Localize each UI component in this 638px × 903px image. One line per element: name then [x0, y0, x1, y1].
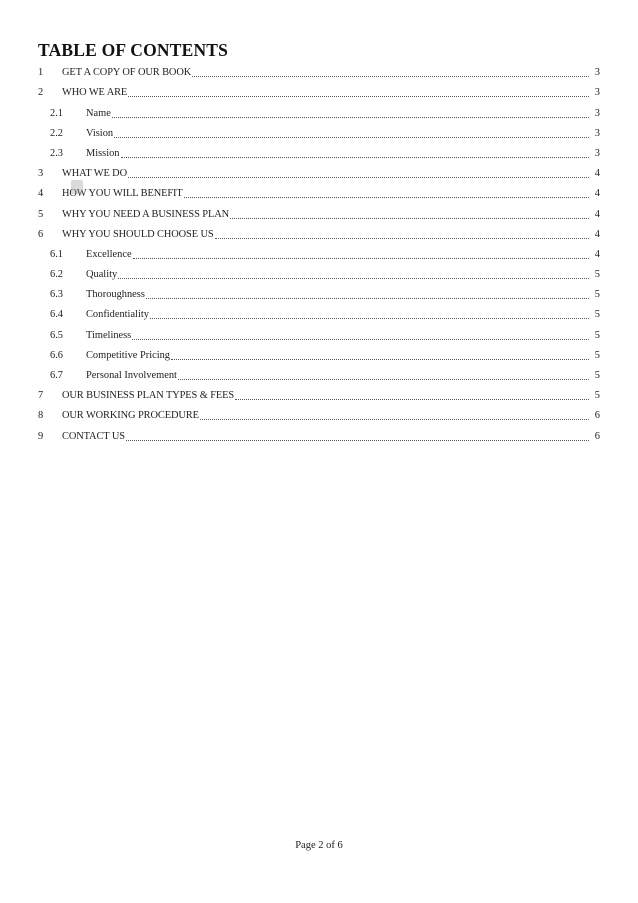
toc-dot-leader [150, 317, 589, 319]
toc-entry-link[interactable] [62, 390, 590, 402]
toc-entry-link[interactable] [86, 108, 590, 120]
toc-entry-label: GET A COPY OF OUR BOOK [62, 67, 192, 79]
toc-entry-link[interactable] [86, 249, 590, 261]
toc-entry[interactable] [38, 303, 600, 323]
toc-entry-number: 2.1 [50, 107, 63, 119]
toc-dot-leader [128, 176, 589, 178]
toc-entry[interactable] [38, 81, 600, 101]
toc-entry[interactable] [38, 61, 600, 81]
toc-entry-page-number: 3 [594, 87, 600, 99]
toc-dot-leader [132, 338, 589, 340]
toc-entry-number: 2.2 [50, 127, 63, 139]
toc-entry-link[interactable] [62, 209, 590, 221]
toc-entry-page-number: 5 [594, 390, 600, 402]
toc-dot-leader [121, 156, 590, 158]
toc-entry-number: 6.6 [50, 349, 63, 361]
toc-entry-label: OUR WORKING PROCEDURE [62, 410, 199, 422]
toc-entry[interactable] [38, 142, 600, 162]
toc-entry-link[interactable] [86, 309, 590, 321]
toc-dot-leader [118, 277, 589, 279]
toc-entry-number: 6.7 [50, 370, 63, 381]
toc-entry-number: 3 [38, 168, 44, 180]
toc-entry-link[interactable] [86, 269, 590, 281]
toc-entry-label: Name [86, 107, 111, 119]
table-of-contents [38, 61, 600, 445]
toc-entry-label: CONTACT US [62, 430, 125, 442]
toc-entry-page-number: 5 [594, 329, 600, 341]
toc-entry-page-number: 5 [594, 269, 600, 281]
toc-entry-link[interactable] [62, 410, 590, 422]
toc-entry-link[interactable] [62, 168, 590, 180]
toc-entry-link[interactable] [86, 350, 590, 362]
toc-dot-leader [230, 217, 589, 219]
toc-dot-leader [128, 95, 589, 97]
toc-entry-page-number: 5 [594, 349, 600, 361]
toc-entry-page-number: 4 [594, 248, 600, 260]
toc-entry-page-number: 3 [594, 127, 600, 139]
toc-entry-number: 6.1 [50, 248, 63, 260]
toc-entry[interactable] [38, 223, 600, 243]
toc-entry-link[interactable] [62, 188, 590, 200]
toc-entry-number: 7 [38, 390, 44, 402]
toc-entry-number: 6 [38, 228, 44, 240]
toc-entry-label: Confidentiality [86, 309, 149, 321]
toc-entry-page-number: 3 [594, 107, 600, 119]
toc-entry[interactable] [38, 263, 600, 283]
toc-entry-link[interactable] [62, 431, 590, 443]
toc-entry-link[interactable] [62, 87, 590, 99]
toc-entry-number: 2.3 [50, 147, 63, 159]
toc-entry[interactable] [38, 323, 600, 343]
toc-entry-label: Competitive Pricing [86, 349, 170, 361]
toc-entry-link[interactable] [86, 148, 590, 160]
toc-entry[interactable] [38, 182, 600, 202]
toc-entry-label: WHAT WE DO [62, 168, 127, 180]
toc-entry-page-number: 5 [594, 289, 600, 301]
toc-entry-link[interactable] [86, 330, 590, 342]
text-cursor-highlight [71, 180, 83, 194]
toc-entry-link[interactable] [62, 67, 590, 79]
toc-entry-number: 8 [38, 410, 44, 422]
toc-entry-page-number: 4 [594, 188, 600, 200]
toc-entry[interactable] [38, 344, 600, 364]
toc-entry[interactable] [38, 101, 600, 121]
page-footer: Page 2 of 6 [295, 840, 343, 851]
toc-dot-leader [235, 398, 589, 400]
toc-dot-leader [184, 196, 589, 198]
toc-entry-number: 4 [38, 188, 44, 200]
toc-entry-link[interactable] [86, 289, 590, 301]
toc-entry-link[interactable] [86, 370, 590, 382]
toc-entry[interactable] [38, 364, 600, 384]
toc-entry-number: 6.5 [50, 329, 63, 341]
toc-dot-leader [192, 75, 589, 77]
toc-entry-number: 9 [38, 430, 44, 442]
toc-entry[interactable] [38, 122, 600, 142]
toc-entry-page-number: 4 [594, 208, 600, 220]
toc-dot-leader [126, 439, 589, 441]
toc-entry-page-number: 3 [594, 147, 600, 159]
toc-entry-number: 5 [38, 208, 44, 220]
toc-entry-label: WHY YOU NEED A BUSINESS PLAN [62, 208, 230, 220]
toc-entry-label: Excellence [86, 248, 132, 260]
toc-entry-number: 6.2 [50, 269, 63, 281]
toc-dot-leader [114, 136, 589, 138]
toc-entry-label: Thoroughness [86, 289, 145, 301]
toc-entry-label: Mission [86, 147, 120, 159]
toc-entry[interactable] [38, 384, 600, 404]
toc-entry-page-number: 4 [594, 168, 600, 180]
toc-title: TABLE OF CONTENTS [38, 40, 229, 60]
toc-entry-page-number: 3 [594, 67, 600, 79]
toc-entry-page-number: 5 [594, 370, 600, 381]
toc-entry-label: Quality [86, 269, 118, 281]
toc-entry-page-number: 6 [594, 410, 600, 422]
toc-entry[interactable] [38, 283, 600, 303]
toc-entry-page-number: 6 [594, 430, 600, 442]
toc-entry-label: Personal Involvement [86, 370, 177, 381]
toc-entry-number: 6.4 [50, 309, 63, 321]
toc-entry[interactable] [38, 424, 600, 444]
toc-entry[interactable] [38, 162, 600, 182]
toc-entry-label: HOW YOU WILL BENEFIT [62, 188, 183, 200]
toc-entry-number: 6.3 [50, 289, 63, 301]
toc-entry-label: WHY YOU SHOULD CHOOSE US [62, 228, 214, 240]
toc-dot-leader [112, 116, 589, 118]
toc-entry-number: 2 [38, 87, 44, 99]
toc-entry-label: Timeliness [86, 329, 132, 341]
toc-entry-page-number: 4 [594, 228, 600, 240]
toc-entry-number: 1 [38, 67, 44, 79]
toc-dot-leader [133, 257, 589, 259]
toc-dot-leader [146, 297, 589, 299]
toc-entry-label: WHO WE ARE [62, 87, 128, 99]
toc-entry[interactable] [38, 202, 600, 222]
toc-entry-label: Vision [86, 127, 114, 139]
toc-dot-leader [178, 378, 589, 380]
toc-entry-label: OUR BUSINESS PLAN TYPES & FEES [62, 390, 235, 402]
toc-entry[interactable] [38, 404, 600, 424]
toc-dot-leader [215, 237, 589, 239]
toc-dot-leader [200, 418, 589, 420]
toc-dot-leader [171, 358, 589, 360]
toc-entry-page-number: 5 [594, 309, 600, 321]
toc-entry[interactable] [38, 243, 600, 263]
toc-entry-link[interactable] [86, 128, 590, 140]
toc-entry-link[interactable] [62, 229, 590, 241]
